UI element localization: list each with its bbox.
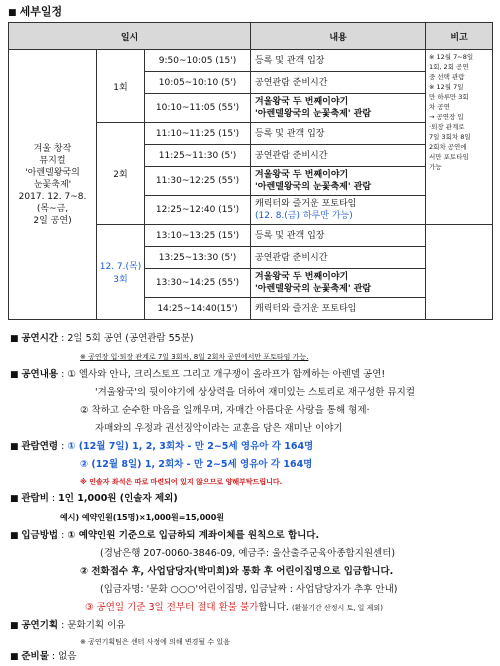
time-note: ※ 공연장 입·퇴장 관계로 7일 3회차, 8일 2회차 공연에서만 포토타임 가능. [80, 353, 309, 361]
round-label-line: 1회 [113, 82, 128, 93]
time-cell: 12:25~12:40 (15') [145, 196, 251, 225]
bullet-square-icon: ■ [10, 370, 22, 380]
label-preparation: 준비물 [21, 651, 49, 662]
remarks-line: 차 공연 [429, 103, 450, 111]
bullet-square-icon: ■ [10, 652, 22, 662]
section-content: ■ 공연내용 : ① 엘사와 안나, 크리스토프 그리고 개구쟁이 올라프가 함께하는 아렌델 공연! [10, 369, 386, 380]
label-content: 공연내용 [21, 369, 59, 380]
age-note: ※ 인솔자 좌석은 따로 마련되어 있지 않으므로 양해부탁드립니다. [80, 478, 283, 486]
activity-cell [251, 225, 426, 247]
activity-line: 겨울왕국 두 번째이야기 [255, 272, 349, 282]
performance-time-text: 2일 5회 공연 (공연관람 55분) [67, 333, 194, 344]
age-line-2: ② (12월 8일) 1, 2회차 - 만 2~5세 영유아 각 164명 [80, 459, 313, 470]
section-age: ■ 관람연령 : ① (12월 7일) 1, 2, 3회차 - 만 2~5세 영유아 각 164명 [10, 441, 314, 452]
content-line-4: 자매와의 우정과 권선징악이라는 교훈을 담은 재미난 이야기 [95, 423, 343, 434]
section-title-text: 세부일정 [19, 5, 63, 18]
label-payment: 입금방법 [21, 530, 59, 541]
time-cell: 9:50~10:05 (15') [145, 50, 251, 72]
remarks-line: 1회, 2회 공연 [429, 63, 469, 71]
schedule-table [8, 22, 493, 320]
remarks-line: 서만 포토타임 [429, 153, 469, 161]
preparation-text: 없음 [58, 651, 77, 662]
label-age: 관람연령 [21, 441, 59, 452]
remarks-line: ※ 12월 7일 [429, 83, 464, 91]
remarks-line: ·퇴장 관계로 [429, 123, 465, 131]
label-planning: 공연기획 [21, 620, 59, 631]
time-cell: 10:05~10:10 (5') [145, 72, 251, 94]
remarks-line: → 공연장 입 [429, 113, 464, 121]
bullet-square-icon: ■ [10, 494, 22, 504]
activity-line: (12. 8.(금) 하루만 가능) [255, 211, 353, 221]
activity-cell [251, 94, 426, 123]
planning-note: ※ 공연기획팀은 센터 사정에 의해 변경될 수 있음 [80, 638, 230, 646]
remarks-line: 만 하루만 3회 [429, 93, 469, 101]
payment-line-5-suffix: 합니다. [258, 602, 289, 613]
time-cell: 11:10~11:25 (15') [145, 123, 251, 145]
bullet-square-icon: ■ [10, 531, 22, 541]
bullet-square-icon: ■ [10, 621, 22, 631]
activity-cell [251, 247, 426, 269]
round-label-line: 3회 [113, 275, 128, 285]
activity-cell [251, 167, 426, 196]
round-label [97, 50, 145, 123]
event-description-line: 눈꽃축제' [33, 179, 72, 190]
bullet-square-icon: ■ [10, 442, 22, 452]
payment-line-3: ② 전화접수 후, 사업담당자(박미희)와 통화 후 어린이집명으로 입금합니다. [80, 566, 394, 577]
time-cell: 13:30~14:25 (55') [145, 269, 251, 298]
event-description-line: (목~금, [36, 203, 69, 214]
event-description-line: '아렌델왕국의 [25, 167, 80, 178]
content-line-1: ① 엘사와 안나, 크리스토프 그리고 개구쟁이 올라프가 함께하는 아렌델 공연! [67, 369, 386, 380]
content-line-3: ② 착하고 순수한 마음을 일깨우며, 자매간 아름다운 사랑을 통해 형제· [80, 405, 370, 416]
payment-line-5 [85, 601, 383, 615]
event-description-line: 겨울 창작 [33, 143, 72, 154]
activity-line: 공연관람 준비시간 [255, 77, 328, 88]
remarks-cell [426, 50, 493, 225]
header-content: 내용 [251, 23, 426, 50]
fee-example: 예시) 예약인원(15명)×1,000원=15,000원 [60, 513, 225, 522]
label-fee: 관람비 [21, 493, 49, 504]
activity-line: '아렌델왕국의 눈꽃축제' 관람 [255, 109, 372, 119]
activity-line: 등록 및 관객 입장 [255, 128, 325, 139]
activity-line: 겨울왕국 두 번째이야기 [255, 97, 349, 107]
round-label [97, 225, 145, 320]
event-description-line: 2017. 12. 7~8. [18, 191, 87, 202]
activity-line: 캐릭터와 즐거운 포토타임 [255, 303, 357, 314]
section-fee: ■ 관람비 : 1인 1,000원 (인솔자 제외) [10, 493, 178, 504]
label-time: 공연시간 [21, 333, 59, 344]
section-performance-time: ■ 공연시간 : 2일 5회 공연 (공연관람 55분) [10, 333, 194, 344]
time-cell: 11:25~11:30 (5') [145, 145, 251, 167]
section-title [8, 3, 62, 19]
time-cell: 10:10~11:05 (55') [145, 94, 251, 123]
section-planning: ■ 공연기획 : 문화기획 이유 [10, 620, 126, 631]
remarks-line: 중 선택 관람 [429, 73, 465, 81]
payment-line-1: ① 예약인원 기준으로 입금하되 계좌이체를 원칙으로 합니다. [67, 530, 320, 541]
remarks-line: ※ 12월 7~8일 [429, 53, 474, 61]
activity-cell [251, 123, 426, 145]
round-label [97, 123, 145, 225]
activity-line: 캐릭터와 즐거운 포토타임 [255, 199, 357, 209]
schedule-body [9, 50, 493, 320]
refund-note: (환불기간 산정시 토, 일 제외) [291, 604, 383, 612]
activity-cell [251, 196, 426, 225]
activity-cell [251, 50, 426, 72]
payment-line-4: (입금자명: '문화 ○○○'어린이집명, 입금날짜 : 사업담당자가 추후 안내) [100, 584, 398, 595]
bullet-square-icon: ■ [8, 8, 20, 18]
activity-line: '아렌델왕국의 눈꽃축제' 관람 [255, 182, 372, 192]
header-note: 비고 [426, 23, 493, 50]
payment-line-2: (경남은행 207-0060-3846-09, 예금주: 울산출주군육아종합지원센터) [100, 548, 396, 559]
section-preparation: ■ 준비물 : 없음 [10, 651, 77, 662]
planning-text: 문화기획 이유 [67, 620, 126, 631]
activity-line: 등록 및 관객 입장 [255, 230, 325, 241]
age-line-1: ① (12월 7일) 1, 2, 3회차 - 만 2~5세 영유아 각 164명 [67, 441, 314, 452]
event-description-line: 2일 공연) [33, 215, 72, 226]
table-header-row [9, 23, 493, 50]
activity-cell [251, 269, 426, 298]
event-description [9, 50, 97, 320]
activity-line: 겨울왕국 두 번째이야기 [255, 170, 349, 180]
time-cell: 14:25~14:40(15') [145, 298, 251, 320]
refund-warning: ③ 공연일 기준 3일 전부터 절대 환불 불가 [85, 602, 259, 613]
remarks-line: 가능 [429, 163, 442, 171]
bullet-square-icon: ■ [10, 334, 22, 344]
round-label-line: 2회 [113, 170, 128, 180]
activity-cell [251, 72, 426, 94]
activity-line: '아렌델왕국의 눈꽃축제' 관람 [255, 284, 372, 294]
time-cell: 11:30~12:25 (55') [145, 167, 251, 196]
section-payment: ■ 입금방법 : ① 예약인원 기준으로 입금하되 계좌이체를 원칙으로 합니다. [10, 530, 320, 541]
fee-text: 1인 1,000원 (인솔자 제외) [58, 493, 178, 504]
header-datetime: 일시 [9, 23, 251, 50]
round-label-line: 12. 7.(목) [99, 262, 142, 272]
table-row [9, 50, 493, 72]
activity-line: 공연관람 준비시간 [255, 252, 328, 263]
activity-cell [251, 145, 426, 167]
activity-cell [251, 298, 426, 320]
time-cell: 13:25~13:30 (5') [145, 247, 251, 269]
remarks-line: 2회차 공연에 [429, 143, 467, 151]
activity-line: 등록 및 관객 입장 [255, 55, 325, 66]
time-cell: 13:10~13:25 (15') [145, 225, 251, 247]
event-description-line: 뮤지컬 [39, 155, 66, 166]
content-line-2: '겨울왕국'의 뒷이야기에 상상력을 더하여 재미있는 스토리로 재구성한 뮤지컬 [95, 387, 416, 398]
remarks-empty-cell [426, 225, 493, 320]
activity-line: 공연관람 준비시간 [255, 150, 328, 161]
remarks-line: 7일 3회차 8일 [429, 133, 471, 141]
